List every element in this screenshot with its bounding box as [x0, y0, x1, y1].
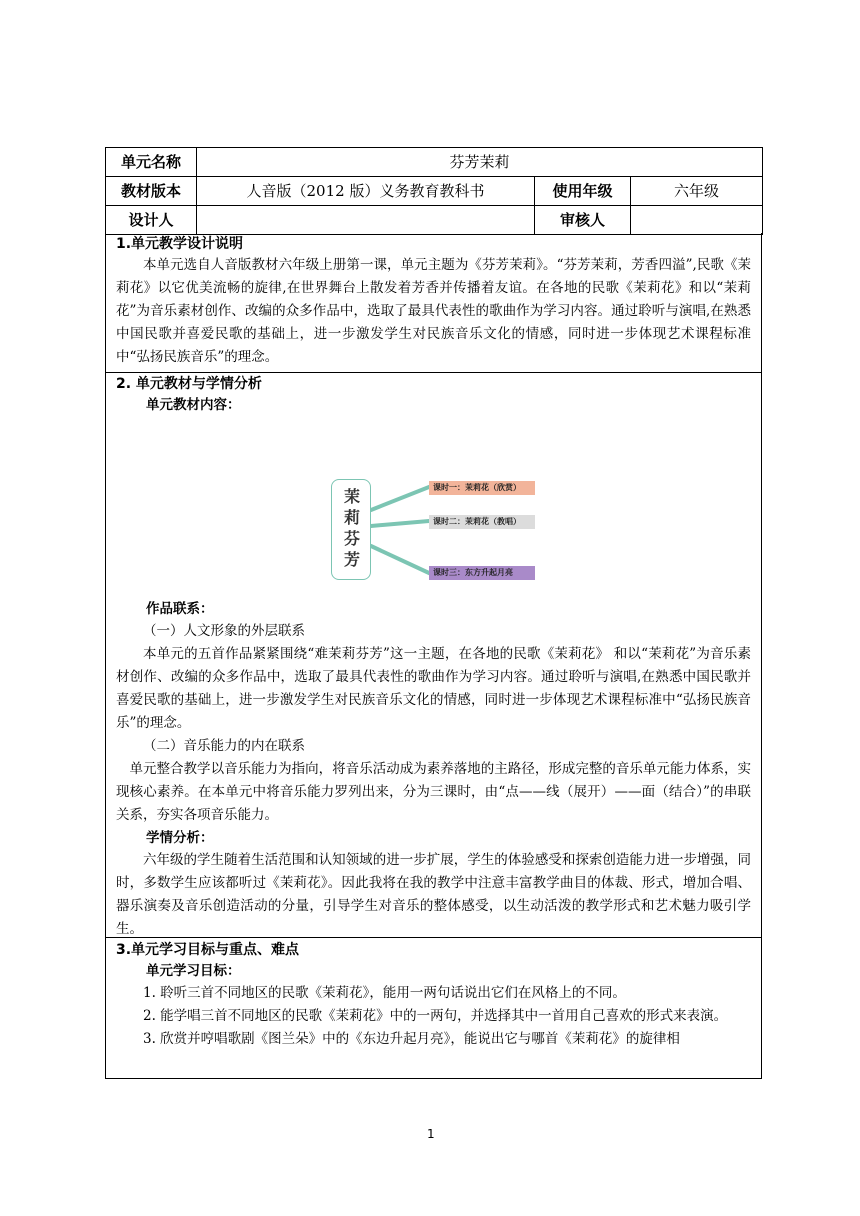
textbook-label: 教材版本 — [106, 177, 197, 206]
works-heading: 作品联系： — [146, 601, 214, 617]
header-table — [105, 147, 763, 235]
page-number: 1 — [427, 1127, 435, 1141]
connector-line-3 — [371, 546, 429, 573]
section-2 — [106, 374, 761, 416]
content-box — [105, 233, 762, 1079]
connector-line-1 — [371, 487, 429, 510]
sub1-title: （一）人文形象的外层联系 — [143, 623, 305, 639]
section-3-title: 3.单元学习目标与重点、难点 — [116, 942, 300, 958]
textbook-value: 人音版（2012 版）义务教育教科书 — [197, 177, 535, 206]
section-1-paragraph: 本单元选自人音版教材六年级上册第一课，单元主题为《芬芳茉莉》。“芬芳茉莉，芳香四溢”,民歌《茉莉花》以它优美流畅的旋律,在世界舞台上散发着芳香并传播着友谊。在各地的民歌《茉莉花》和以“茉莉花”为音乐素材创作、改编的众多作品中，选取了最具代表性的歌曲作为学习内容。通过聆听与演唱,在熟悉中国民歌并喜爱民歌的基础上，进一步激发学生对民族音乐文化的情感，同时进一步体现艺术课程标准中“弘扬民族音乐”的理念。 — [116, 257, 751, 365]
unit-name-label: 单元名称 — [106, 148, 197, 177]
unit-name-value: 芬芳茉莉 — [197, 148, 763, 177]
mindmap-node-2: 课时二：茉莉花（教唱） — [429, 515, 535, 529]
section-2-title: 2. 单元教材与学情分析 — [116, 376, 262, 392]
designer-value — [197, 206, 535, 235]
grade-value: 六年级 — [631, 177, 763, 206]
section-2-works — [106, 598, 761, 941]
learning-paragraph: 六年级的学生随着生活范围和认知领域的进一步扩展，学生的体验感受和探索创造能力进一步增强，同时，多数学生应该都听过《茉莉花》。因此我将在我的教学中注意丰富教学曲目的体裁、形式，增加合唱、器乐演奏及音乐创造活动的分量，引导学生对音乐的整体感受，以生动活泼的教学形式和艺术魅力吸引学生。 — [116, 852, 751, 937]
content-heading: 单元教材内容： — [146, 397, 241, 413]
mindmap — [331, 470, 651, 590]
goals-heading: 单元学习目标： — [146, 963, 241, 979]
divider-1 — [106, 372, 761, 373]
mindmap-root-label: 茉莉芬芳 — [341, 487, 361, 572]
learning-heading: 学情分析： — [146, 830, 214, 846]
section-3 — [106, 940, 761, 1051]
grade-label: 使用年级 — [535, 177, 631, 206]
divider-2 — [106, 937, 761, 938]
goal-3: 3. 欣赏并哼唱歌剧《图兰朵》中的《东边升起月亮》，能说出它与哪首《茉莉花》的旋律相 — [143, 1031, 680, 1047]
reviewer-label: 审核人 — [535, 206, 631, 235]
connector-line-2 — [371, 521, 429, 526]
sub1-paragraph: 本单元的五首作品紧紧围绕“难茉莉芬芳”这一主题，在各地的民歌《茉莉花》 和以“茉莉花”为音乐素材创作、改编的众多作品中，选取了最具代表性的歌曲作为学习内容。通过聆听与演唱,在熟悉中国民歌并喜爱民歌的基础上，进一步激发学生对民族音乐文化的情感，同时进一步体现艺术课程标准中“弘扬民族音乐”的理念。 — [116, 646, 751, 731]
sub2-paragraph: 单元整合教学以音乐能力为指向，将音乐活动成为素养落地的主路径，形成完整的音乐单元能力体系，实现核心素养。在本单元中将音乐能力罗列出来，分为三课时，由“点——线（展开）——面（结合）”的串联关系，夯实各项音乐能力。 — [116, 761, 751, 823]
header-row-unit — [106, 148, 763, 177]
header-row-textbook — [106, 177, 763, 206]
mindmap-root — [331, 479, 371, 580]
header-row-people — [106, 206, 763, 235]
goal-2: 2. 能学唱三首不同地区的民歌《茉莉花》中的一两句，并选择其中一首用自己喜欢的形式来表演。 — [143, 1008, 728, 1024]
reviewer-value — [631, 206, 763, 235]
mindmap-node-1: 课时一：茉莉花（欣赏） — [429, 481, 535, 495]
section-1-title: 1.单元教学设计说明 — [116, 236, 244, 252]
section-1 — [106, 234, 761, 369]
mindmap-node-3: 课时三：东方升起月亮 — [429, 566, 535, 580]
sub2-title: （二）音乐能力的内在联系 — [143, 738, 305, 754]
goal-1: 1. 聆听三首不同地区的民歌《茉莉花》，能用一两句话说出它们在风格上的不同。 — [143, 985, 626, 1001]
designer-label: 设计人 — [106, 206, 197, 235]
